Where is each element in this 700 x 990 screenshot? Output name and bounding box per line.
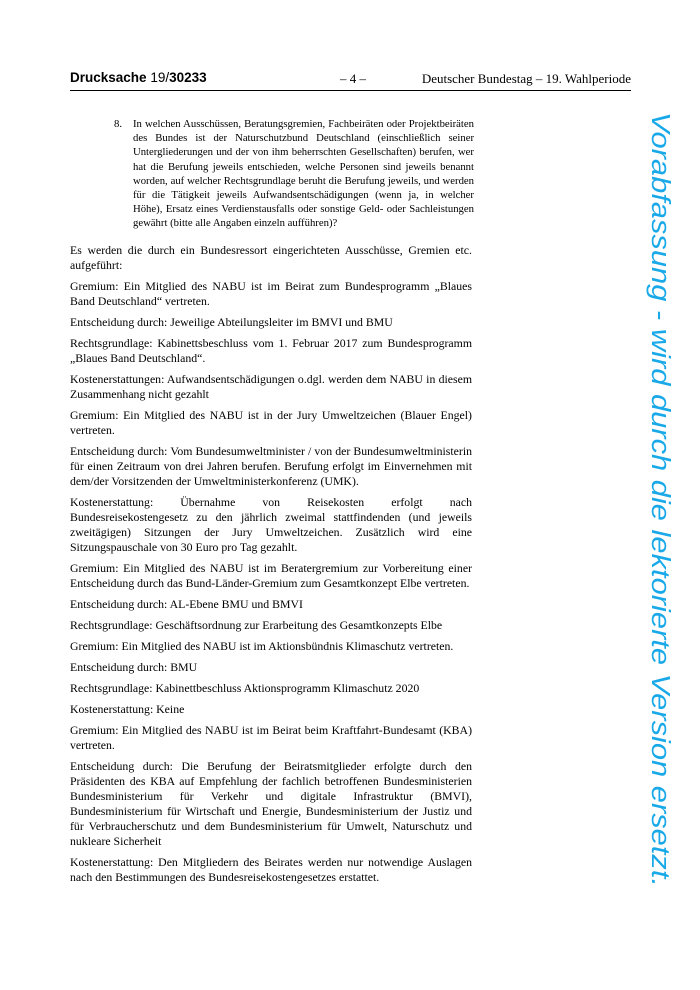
answer-paragraph: Entscheidung durch: AL-Ebene BMU und BMVI [70, 597, 303, 611]
doc-number-prefix: 19/ [150, 70, 170, 85]
answer-paragraph: Gremium: Ein Mitglied des NABU ist im Beirat zum Bundesprogramm „Blaues Band Deutschland“ vertreten. [70, 279, 472, 308]
answer-body [70, 243, 472, 891]
answer-paragraph: Entscheidung durch: Vom Bundesumweltminister / von der Bundesumweltministerin für einen Zeitraum von drei Jahren berufen. Berufung erfolgt im Einvernehmen mit dem/der Vorsitzenden der Umweltministerkonferenz (UMK). [70, 444, 472, 488]
watermark-svg [610, 50, 690, 890]
answer-paragraph: Rechtsgrundlage: Kabinettsbeschluss vom 1. Februar 2017 zum Bundesprogramm „Blaues Band Deutschland“. [70, 336, 472, 365]
answer-paragraph: Kostenerstattungen: Aufwandsentschädigungen o.dgl. werden dem NABU in diesem Zusammenhang nicht gezahlt [70, 372, 472, 401]
question-block [114, 117, 474, 231]
question-number: 8. [114, 118, 123, 130]
answer-paragraph: Entscheidung durch: Die Berufung der Beiratsmitglieder erfolgte durch den Präsidenten des KBA auf Empfehlung der fachlich betroffenen Bundesministerien Bundesministerium für Verkehr und digitale Infrastruktur (BMVI), Bundesministerium für Wirtschaft und Energie, Bundesministerium der Justiz und für Verbraucherschutz und dem Bundesministerium für Umwelt, Naturschutz und nukleare Sicherheit [70, 759, 472, 848]
answer-paragraph: Kostenerstattung: Den Mitgliedern des Beirates werden nur notwendige Auslagen nach den Bestimmungen des Bundesreisekostengesetzes erstattet. [70, 855, 472, 884]
question-text: In welchen Ausschüssen, Beratungsgremien, Fachbeiräten oder Projektbeiräten des Bundes ist der Naturschutzbund Deutschland (einschließlich seiner Untergliederungen und der von ihm beherrschten Gesellschaften) berufen, wer hat die Berufung jeweils entschieden, welche Personen sind jeweils benannt worden, auf welcher Rechtsgrundlage beruht die Berufung jeweils, und werden für die Tätigkeit jeweils Aufwandsentschädigungen (wenn ja, in welcher Höhe), Ersatz eines Verdienstausfalls oder sonstige Geld- oder Sachleistungen gewährt (bitte alle Angaben einzeln aufführen)? [133, 118, 474, 230]
doc-number: 30233 [169, 70, 207, 85]
answer-paragraph: Gremium: Ein Mitglied des NABU ist im Beratergremium zur Vorbereitung einer Entscheidung durch das Bund-Länder-Gremium zum Gesamtkonzept Elbe vertreten. [70, 561, 472, 590]
answer-paragraph: Entscheidung durch: Jeweilige Abteilungsleiter im BMVI und BMU [70, 315, 393, 329]
answer-paragraph: Gremium: Ein Mitglied des NABU ist in der Jury Umweltzeichen (Blauer Engel) vertreten. [70, 408, 472, 437]
institution-label: Deutscher Bundestag – 19. Wahlperiode [421, 71, 631, 86]
watermark-text: Vorabfassung - wird durch die lektorierte Version ersetzt. [646, 112, 674, 753]
page-header [70, 68, 631, 91]
answer-paragraph: Es werden die durch ein Bundesressort eingerichteten Ausschüsse, Gremien etc. aufgeführt: [70, 243, 472, 272]
doc-label: Drucksache [70, 70, 147, 85]
answer-paragraph: Entscheidung durch: BMU [70, 660, 198, 674]
draft-watermark [610, 50, 690, 890]
answer-paragraph: Gremium: Ein Mitglied des NABU ist im Beirat beim Kraftfahrt-Bundesamt (KBA) vertreten. [70, 723, 472, 752]
answer-paragraph: Kostenerstattung: Übernahme von Reisekosten erfolgt nach Bundesreisekostengesetz zu den jährlich zweimal stattfindenden (und jeweils zweitägigen) Sitzungen der Jury Umweltzeichen. Zusätzlich wird eine Sitzungspauschale von 30 Euro pro Tag gezahlt. [70, 495, 472, 554]
answer-paragraph: Kostenerstattung: Keine [70, 702, 185, 716]
answer-paragraph: Rechtsgrundlage: Kabinettbeschluss Aktionsprogramm Klimaschutz 2020 [70, 681, 420, 695]
answer-paragraph: Gremium: Ein Mitglied des NABU ist im Aktionsbündnis Klimaschutz vertreten. [70, 639, 454, 653]
document-number [70, 70, 207, 85]
answer-paragraph: Rechtsgrundlage: Geschäftsordnung zur Erarbeitung des Gesamtkonzepts Elbe [70, 618, 443, 632]
page-number: – 4 – [340, 71, 366, 86]
